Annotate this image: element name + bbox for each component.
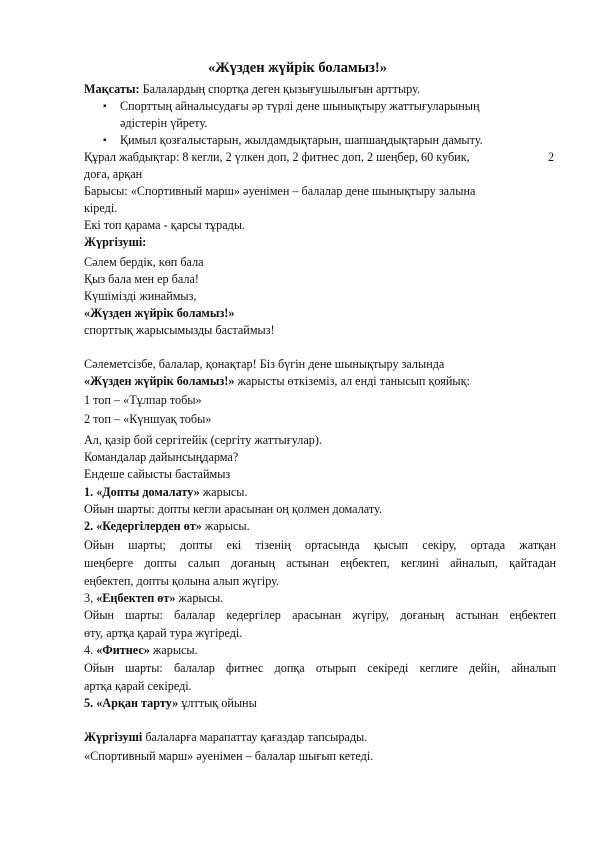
contest-5-heading (84, 696, 257, 711)
equipment-number: 2 (548, 150, 555, 164)
ending-line-2: «Спортивный марш» әуенімен – балалар шығып кетеді. (84, 749, 374, 763)
contest-2-rule-3: еңбектеп, допты қолына алып жүгіру. (84, 574, 280, 588)
contest-4-rule-1: Ойын шарты: балалар фитнес допқа отырып секіреді кеглиге дейін, айналып (84, 661, 556, 675)
goal-label: Мақсаты: (84, 82, 140, 96)
document-title: «Жүзден жүйрік боламыз!» (208, 60, 387, 76)
contest-3-rule-2: өту, артқа қарай тура жүгіреді. (84, 626, 243, 640)
contest-5-name: «Арқан тарту» (96, 696, 179, 710)
poem-line-1: Сәлем бердік, көп бала (84, 255, 204, 269)
progress-line-3: Екі топ қарама - қарсы тұрады. (84, 218, 246, 232)
warmup-line-2: Командалар дайынсыңдарма? (84, 450, 239, 464)
goal-bullet-1: Спорттың айналысудағы әр түрлі дене шынықтыру жаттығуларының (120, 99, 480, 113)
poem-line-2: Қыз бала мен ер бала! (84, 272, 199, 286)
contest-5-suffix: ұлттық ойыны (178, 696, 257, 710)
ending-line-1-rest: балаларға марапаттау қағаздар тапсырады. (142, 730, 368, 744)
equipment-line-2: доға, арқан (84, 167, 143, 181)
greeting-line-2-rest: жарысты өткіземіз, ал енді танысып қояйық: (234, 374, 470, 388)
contest-4-suffix: жарысы. (149, 643, 198, 657)
poem-title: «Жүзден жүйрік боламыз!» (84, 306, 235, 320)
contest-4-number: 4. (84, 643, 97, 657)
progress-line-2: кіреді. (84, 201, 118, 215)
contest-2-rule-2: шеңберге допты салып доғаның астынан еңбектеп, кеглині айналып, қайтадан (84, 556, 556, 570)
goal-line (84, 82, 420, 97)
ending-host: Жүргізуші (84, 730, 143, 744)
contest-4-name: «Фитнес» (96, 643, 150, 657)
contest-2-suffix: жарысы. (201, 519, 250, 533)
poem-line-end: спорттық жарысымызды бастаймыз! (84, 323, 275, 337)
contest-3-name: «Еңбектеп өт» (96, 591, 176, 605)
contest-2-heading (84, 519, 250, 534)
square-bullet-icon: ▪ (103, 135, 107, 146)
equipment-line-1: Құрал жабдықтар: 8 кегли, 2 үлкен доп, 2 фитнес доп, 2 шеңбер, 60 кубик, (84, 150, 470, 164)
contest-1-rule: Ойын шарты: допты кегли арасынан оң қолмен домалату. (84, 502, 382, 516)
contest-3-suffix: жарысы. (175, 591, 224, 605)
greeting-event-name: «Жүзден жүйрік боламыз!» (84, 374, 235, 388)
goal-bullet-1-cont: әдістерін үйрету. (120, 116, 208, 130)
square-bullet-icon: ▪ (103, 101, 107, 112)
warmup-line-1: Ал, қазір бой сергітейік (сергіту жаттығулар). (84, 433, 322, 447)
team-1: 1 топ – «Тұлпар тобы» (84, 393, 202, 407)
contest-5-number: 5. (84, 696, 97, 710)
contest-1-suffix: жарысы. (199, 485, 248, 499)
ending-line-1 (84, 730, 367, 745)
contest-3-heading (84, 591, 223, 606)
greeting-line-1: Сәлеметсізбе, балалар, қонақтар! Біз бүгін дене шынықтыру залында (84, 357, 445, 371)
contest-4-rule-2: артқа қарай секіреді. (84, 679, 192, 693)
host-label: Жүргізуші: (84, 235, 147, 249)
poem-line-3: Күшімізді жинаймыз, (84, 289, 197, 303)
progress-line-1: Барысы: «Спортивный марш» әуенімен – балалар дене шынықтыру залына (84, 184, 476, 198)
contest-2-rule-1: Ойын шарты; допты екі тізенің ортасында қысып секіру, ортада жатқан (84, 538, 556, 552)
goal-bullet-2: Қимыл қозғалыстарын, жылдамдықтарын, шапшаңдықтарын дамыту. (120, 133, 483, 147)
contest-1-number: 1. (84, 485, 97, 499)
contest-1-name: «Допты домалату» (96, 485, 200, 499)
contest-2-name: «Кедергілерден өт» (96, 519, 202, 533)
warmup-line-3: Ендеше сайысты бастаймыз (84, 467, 231, 481)
contest-3-rule-1: Ойын шарты: балалар кедергілер арасынан жүгіру, доғаның астынан еңбектеп (84, 608, 556, 622)
contest-1-heading (84, 485, 248, 500)
contest-4-heading (84, 643, 198, 658)
goal-text: Балалардың спортқа деген қызығушылығын арттыру. (139, 82, 421, 96)
contest-2-number: 2. (84, 519, 97, 533)
team-2: 2 топ – «Күншуақ тобы» (84, 412, 212, 426)
greeting-line-2 (84, 374, 470, 389)
contest-3-number: 3, (84, 591, 97, 605)
